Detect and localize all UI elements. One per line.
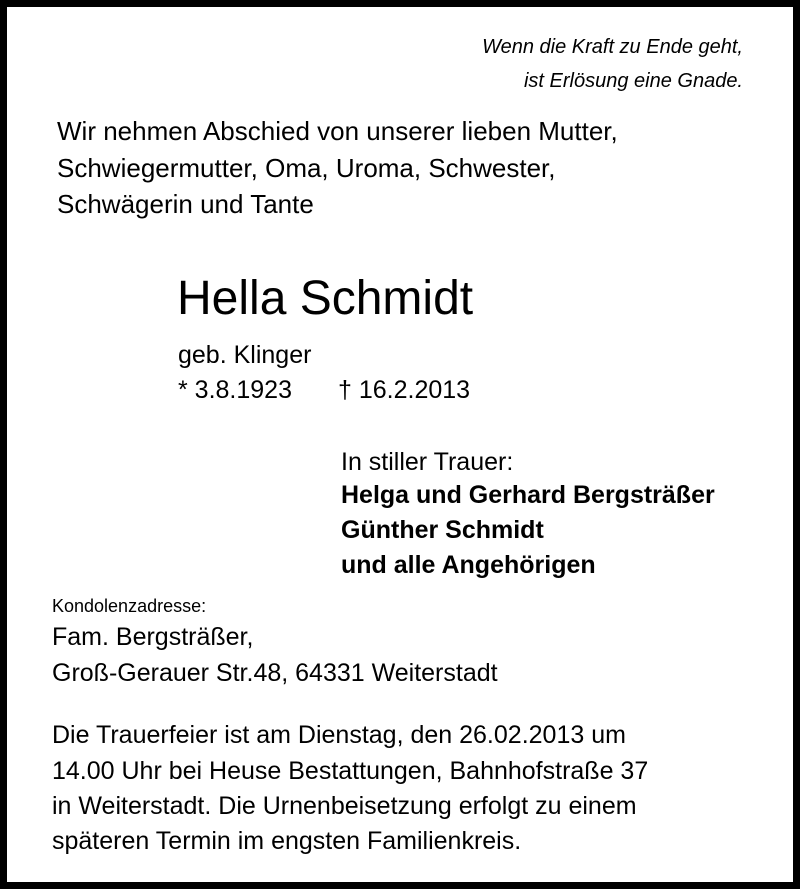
funeral-info-line: späteren Termin im engsten Familienkreis. [52, 827, 522, 855]
mourner-name: Helga und Gerhard Bergsträßer [341, 481, 715, 509]
funeral-info-line: in Weiterstadt. Die Urnenbeisetzung erfolgt zu einem [52, 792, 637, 820]
maiden-name: geb. Klinger [178, 341, 312, 369]
death-date: † 16.2.2013 [338, 376, 471, 404]
condolence-address-line: Groß-Gerauer Str.48, 64331 Weiterstadt [52, 659, 498, 687]
deceased-name: Hella Schmidt [177, 272, 474, 325]
mourners-heading: In stiller Trauer: [341, 448, 514, 476]
intro-line: Wir nehmen Abschied von unserer lieben Mutter, [57, 116, 618, 146]
quote-line: Wenn die Kraft zu Ende geht, [482, 36, 743, 58]
obituary-notice [7, 7, 793, 882]
intro-line: Schwiegermutter, Oma, Uroma, Schwester, [57, 153, 556, 183]
mourner-name: Günther Schmidt [341, 516, 544, 544]
mourner-name: und alle Angehörigen [341, 551, 596, 579]
quote-line: ist Erlösung eine Gnade. [523, 70, 743, 92]
funeral-info-line: 14.00 Uhr bei Heuse Bestattungen, Bahnhofstraße 37 [52, 757, 649, 785]
birth-date: * 3.8.1923 [178, 376, 292, 404]
funeral-info-line: Die Trauerfeier ist am Dienstag, den 26.02.2013 um [52, 721, 626, 749]
intro-line: Schwägerin und Tante [57, 189, 314, 219]
condolence-address-line: Fam. Bergsträßer, [52, 623, 254, 651]
condolence-label: Kondolenzadresse: [52, 596, 207, 616]
